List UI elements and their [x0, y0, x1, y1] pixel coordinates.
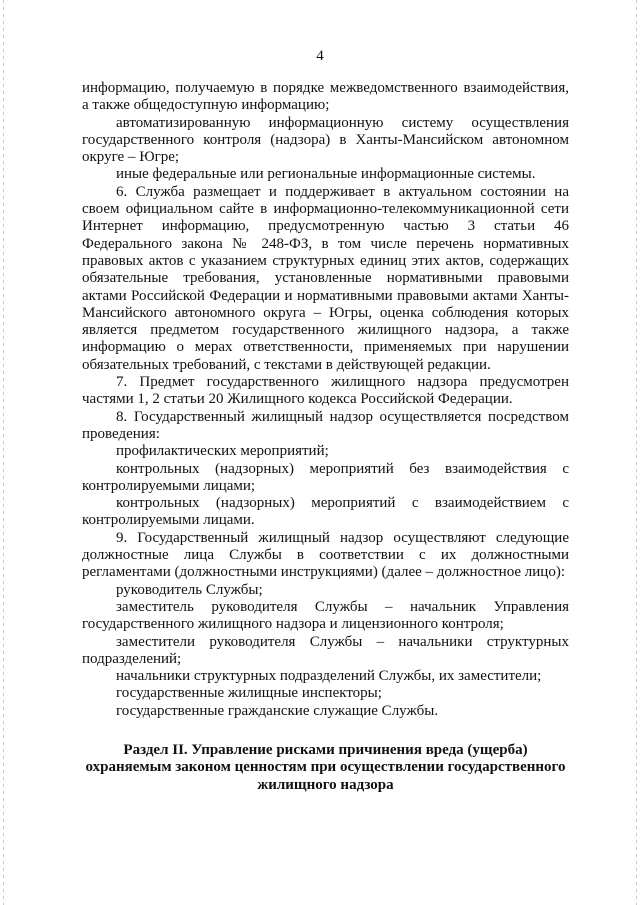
list-item: государственные жилищные инспекторы;	[116, 685, 382, 702]
list-item: начальники структурных подразделений Службы, их заместители;	[116, 668, 542, 685]
scan-edge-right	[636, 0, 637, 905]
paragraph: 8. Государственный жилищный надзор осуществляется посредством проведения:	[82, 408, 569, 442]
list-item: контрольных (надзорных) мероприятий без взаимодействия с контролируемыми лицами;	[82, 460, 569, 494]
paragraph: автоматизированную информационную систему осуществления государственного контроля (надзора) в Ханты-Мансийском автономном округе – Югре;	[82, 114, 569, 166]
paragraph: 6. Служба размещает и поддерживает в актуальном состоянии на своем официальном сайте в информационно-телекоммуникационной сети Интернет информацию, предусмотренную частью 3 статьи 46 Федерального закона № 248-ФЗ, в том числе перечень нормативных правовых актов с указанием структурных единиц этих актов, содержащих обязательные требования, установленные нормативными правовыми актами Российской Федерации и нормативными правовыми актами Ханты-Мансийского автономного округа – Югры, оценка соблюдения которых является предметом государственного жилищного надзора, а также информацию о мерах ответственности, применяемых при нарушении обязательных требований, с текстами в действующей редакции.	[82, 183, 569, 373]
list-item: государственные гражданские служащие Службы.	[116, 702, 439, 719]
paragraph: 7. Предмет государственного жилищного надзора предусмотрен частями 1, 2 статьи 20 Жилищного кодекса Российской Федерации.	[82, 374, 569, 408]
document-body	[82, 80, 569, 794]
list-item: руководитель Службы;	[116, 581, 263, 598]
list-item: профилактических мероприятий;	[116, 443, 329, 460]
list-item: заместитель руководителя Службы – начальник Управления государственного жилищного надзора и лицензионного контроля;	[82, 598, 569, 633]
scan-edge-left	[3, 0, 4, 905]
list-item: контрольных (надзорных) мероприятий с взаимодействием с контролируемыми лицами.	[82, 495, 569, 529]
paragraph: информацию, получаемую в порядке межведомственного взаимодействия, а также общедоступную информацию;	[82, 80, 569, 114]
list-item: заместители руководителя Службы – начальники структурных подразделений;	[82, 633, 569, 667]
paragraph: иные федеральные или региональные информационные системы.	[116, 166, 536, 183]
section-heading: Раздел II. Управление рисками причинения вреда (ущерба) охраняемым законом ценностям при осуществлении государственного жилищного надзора	[85, 741, 566, 793]
page-number: 4	[316, 48, 324, 64]
paragraph: 9. Государственный жилищный надзор осуществляют следующие должностные лица Службы в соответствии с их должностными регламентами (должностными инструкциями) (далее – должностное лицо):	[82, 529, 569, 581]
